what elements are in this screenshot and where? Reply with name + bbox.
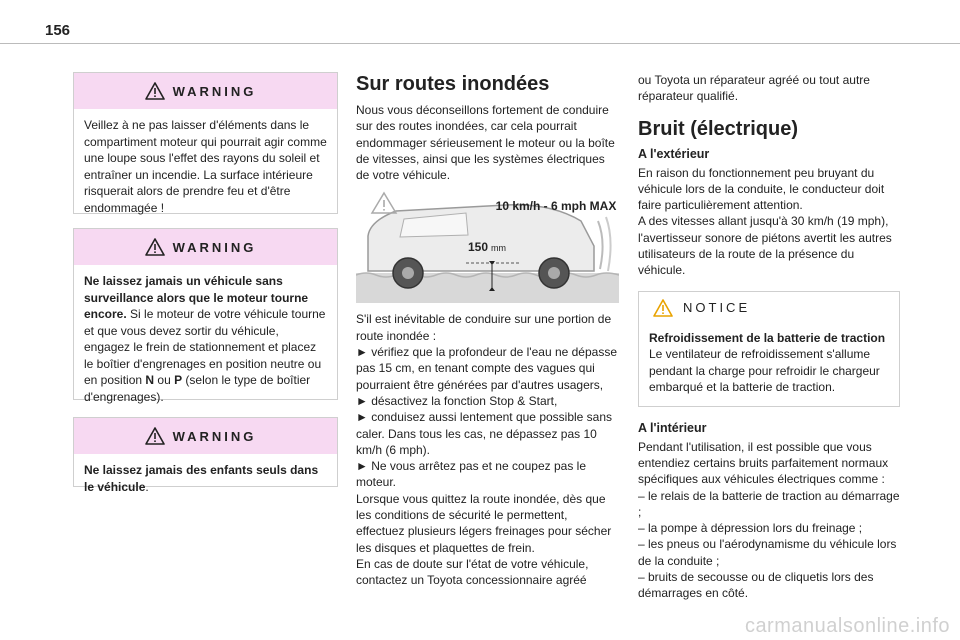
warning-text-part: . <box>145 479 149 494</box>
warning-triangle-icon <box>145 82 165 100</box>
interior-line: – bruits de secousse ou de cliquetis lors des démarrages en côté. <box>638 570 874 601</box>
warning-text <box>84 273 327 405</box>
continuation-text: ou Toyota un réparateur agréé ou tout autre réparateur qualifié. <box>638 73 870 104</box>
warning-box <box>73 228 338 404</box>
flood-body-line: ► vérifiez que la profondeur de l'eau ne dépasse pas 15 cm, en tenant compte des vagues qui pourraient être générées par d'autres usagers, <box>356 345 618 392</box>
warning-header <box>74 229 337 265</box>
watermark: carmanualsonline.info <box>744 615 950 637</box>
noise-column <box>638 72 900 602</box>
flood-body-line: Lorsque vous quittez la route inondée, dès que les conditions de sécurité le permettent, effectuez plusieurs légers freinages pour sécher les disques et plaquettes de frein. <box>356 491 612 555</box>
flood-body-line: En cas de doute sur l'état de votre véhicule, contactez un Toyota concessionnaire agréé <box>356 556 589 588</box>
warning-box <box>73 72 338 214</box>
gear-p: P <box>174 373 183 387</box>
warnings-column <box>73 72 338 501</box>
flood-illustration <box>356 191 619 303</box>
notice-title: Refroidissement de la batterie de traction <box>649 330 886 345</box>
warning-text-part: ou <box>154 373 175 387</box>
warning-triangle-icon <box>145 427 165 445</box>
gear-n: N <box>145 373 155 387</box>
flood-intro: Nous vous déconseillons fortement de conduire sur des routes inondées, car cela pourrait endommager sérieusement le moteur ou la boîte de vitesses, ainsi que les systèmes électriques de votre véhicule. <box>356 103 615 183</box>
flood-column <box>356 72 619 589</box>
page-number: 156 <box>45 22 71 39</box>
notice-bold-text <box>649 330 889 347</box>
interior-line: Pendant l'utilisation, il est possible que vous entendiez certains bruits parfaitement normaux spécifiques aux véhicules électriques comme : <box>638 439 889 487</box>
warning-triangle-icon <box>653 299 673 317</box>
warning-text: Veillez à ne pas laisser d'éléments dans le compartiment moteur qui pourrait agir comme une loupe sous l'effet des rayons du soleil et entraîner un incendie. La surface intérieure risquerait alors de prendre feu et d'être endommagée ! <box>84 118 327 215</box>
subheading-exterior: A l'extérieur <box>638 146 710 161</box>
interior-line: – le relais de la batterie de traction au démarrage ; <box>638 488 900 519</box>
exterior-text: En raison du fonctionnement peu bruyant du véhicule lors de la conduite, le conducteur doit faire particulièrement attention. <box>638 165 885 213</box>
warning-label: WARNING <box>172 428 257 444</box>
section-title-noise: Bruit (électrique) <box>638 117 799 140</box>
subheading-interior: A l'intérieur <box>638 420 707 435</box>
flood-body-line: ► Ne vous arrêtez pas et ne coupez pas le moteur. <box>356 459 587 490</box>
flooded-car-image <box>356 191 619 303</box>
warning-text-part: Si le moteur de votre véhicule tourne et que vous devez sortir du véhicule, engagez le frein de stationnement et placez le boîtier d'engrenages en position neutre ou en position <box>84 307 326 387</box>
warning-bold-text: Ne laissez jamais un véhicule sans surveillance alors que le moteur tourne encore. <box>84 274 309 321</box>
warning-box <box>73 417 338 494</box>
depth-value-label: 150 <box>467 240 488 255</box>
notice-label: NOTICE <box>683 300 751 316</box>
flood-body-line: S'il est inévitable de conduire sur une portion de route inondée : <box>356 312 612 343</box>
warning-text <box>84 462 327 495</box>
exterior-text: A des vitesses allant jusqu'à 30 km/h (19 mph), l'avertisseur sonore de piétons avertit les autres utilisateurs de la route de la présence du véhicule. <box>638 214 892 278</box>
warning-text-part: (selon le type de boîtier d'engrenages). <box>84 373 311 404</box>
speed-limit-label: 10 km/h - 6 mph MAX <box>495 199 617 214</box>
warning-triangle-icon <box>145 238 165 256</box>
flood-body-line: ► conduisez aussi lentement que possible sans caler. Dans tous les cas, ne dépassez pas 10 km/h (6 mph). <box>356 410 613 457</box>
depth-unit-label: mm <box>491 243 506 254</box>
warning-bold-text: Ne laissez jamais des enfants seuls dans le véhicule <box>84 463 319 494</box>
notice-header <box>639 292 899 324</box>
header-rule <box>0 43 960 44</box>
warning-header <box>74 73 337 109</box>
section-title-flood: Sur routes inondées <box>356 73 550 95</box>
warning-label: WARNING <box>172 83 257 99</box>
warning-header <box>74 418 337 454</box>
notice-text: Le ventilateur de refroidissement s'allume pendant la charge pour refroidir le chargeur embarqué et la batterie de traction. <box>649 347 880 395</box>
interior-line: – la pompe à dépression lors du freinage ; <box>638 521 863 536</box>
interior-line: – les pneus ou l'aérodynamisme du véhicule lors de la conduite ; <box>638 537 897 568</box>
warning-label: WARNING <box>172 239 257 255</box>
flood-body-line: ► désactivez la fonction Stop & Start, <box>356 393 558 408</box>
notice-box <box>638 291 900 407</box>
